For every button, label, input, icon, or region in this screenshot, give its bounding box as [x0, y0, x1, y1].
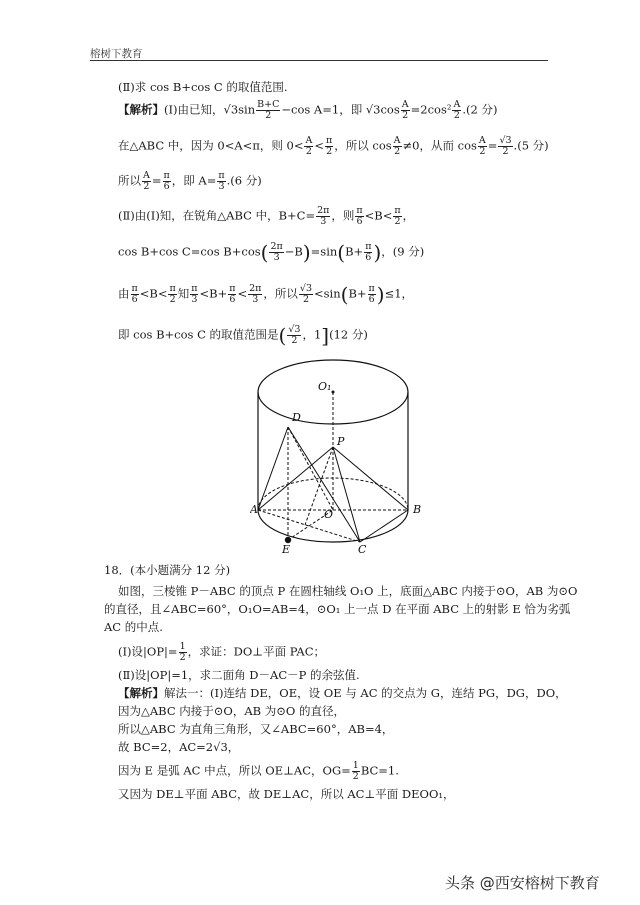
bracket-open: (	[278, 323, 287, 348]
denominator: 2	[352, 771, 359, 782]
text-seg: =	[151, 173, 162, 188]
text-seg: (Ⅰ)由已知，√3sin	[164, 102, 256, 117]
text-seg: =sin	[310, 244, 338, 259]
fraction	[355, 206, 363, 227]
segment-BC	[360, 510, 408, 542]
text-seg: ，	[402, 208, 415, 223]
denominator: 2	[479, 146, 486, 157]
denominator: 2	[394, 216, 401, 227]
q18-sol-line-4: 故 BC=2，AC=2√3，	[118, 740, 240, 754]
denominator: 2	[394, 146, 401, 157]
text-seg: 所以	[118, 173, 141, 188]
text-seg: −cos A=1，即 √3cos	[281, 102, 400, 117]
fraction	[131, 284, 139, 305]
q18-subq-2: (Ⅱ)设|OP|=1，求二面角 D－AC－P 的余弦值.	[118, 668, 360, 682]
numerator: π	[218, 170, 225, 181]
label-P: P	[337, 435, 345, 448]
denominator: 2	[291, 335, 298, 346]
segment-PC	[333, 447, 360, 542]
denominator: 2	[265, 110, 272, 121]
text-seg: (Ⅱ)由(Ⅰ)知，在锐角△ABC 中，B+C=	[118, 208, 316, 223]
text-seg: =2cos²	[410, 102, 452, 117]
q18-sol-line-3: 所以△ABC 为直角三角形，又∠ABC=60°，AB=4，	[118, 722, 394, 736]
fraction	[228, 284, 236, 305]
text-seg: B+	[348, 286, 367, 301]
numerator: B+C	[257, 99, 280, 110]
fraction	[452, 100, 461, 121]
q18-sol-line-2: 因为△ABC 内接于⊙O，AB 为⊙O 的直径，	[118, 704, 345, 718]
denominator: 3	[252, 294, 259, 305]
fraction	[393, 136, 402, 157]
denominator: 6	[368, 294, 375, 305]
fraction	[478, 136, 487, 157]
q18-para-3: AC 的中点.	[104, 620, 163, 634]
text-seg: ≤1，	[384, 286, 414, 301]
fraction	[179, 642, 187, 663]
numerator: A	[305, 135, 313, 146]
denominator: 2	[302, 294, 309, 305]
numerator: π	[394, 205, 401, 216]
solution-line-6	[118, 284, 413, 305]
text-seg: −B	[284, 244, 303, 259]
numerator: 1	[179, 641, 186, 652]
fraction	[368, 284, 376, 305]
paren-close: )	[376, 282, 385, 307]
fraction	[142, 171, 151, 192]
fraction	[287, 325, 301, 346]
text-seg: ，所以	[263, 286, 298, 301]
watermark: 头条 @西安榕树下教育	[445, 874, 600, 892]
numerator: π	[163, 170, 170, 181]
numerator: 2π	[270, 241, 283, 252]
text-seg: (Ⅰ)设|OP|=	[118, 644, 178, 659]
fraction	[163, 171, 171, 192]
label-E: E	[282, 543, 291, 555]
numerator: π	[191, 283, 198, 294]
fraction	[248, 284, 262, 305]
q18-sol-line-5	[118, 761, 399, 782]
numerator: π	[365, 241, 372, 252]
fraction	[352, 761, 360, 782]
text-seg: ≠0，从而 cos	[402, 138, 477, 153]
denominator: 3	[218, 181, 225, 192]
solution-line-4	[118, 206, 414, 227]
denominator: 6	[229, 294, 236, 305]
brand-name: 榕树下教育	[90, 48, 143, 60]
paren-open: (	[260, 240, 269, 265]
numerator: 2π	[249, 283, 262, 294]
fraction	[269, 242, 283, 263]
label-O: O	[324, 508, 334, 521]
cylinder-figure	[250, 355, 430, 555]
score: .(5 分)	[513, 138, 549, 153]
fraction	[304, 136, 313, 157]
numerator: √3	[499, 135, 512, 146]
text-seg: ，求证：DO⊥平面 PAC；	[187, 644, 326, 659]
text-seg: 即 cos B+cos C 的取值范围是	[118, 327, 279, 342]
q18-subq-1	[118, 642, 325, 663]
numerator: π	[229, 283, 236, 294]
text-seg: ，则	[331, 208, 355, 223]
solution-line-1	[118, 100, 497, 121]
text-seg: BC=1.	[360, 763, 399, 778]
bracket-close: ]	[321, 323, 330, 348]
paren-open: (	[340, 282, 349, 307]
text-seg: <sin	[314, 286, 341, 301]
text-seg: =	[487, 138, 498, 153]
score: ，(9 分)	[381, 244, 425, 259]
denominator: 2	[179, 652, 186, 663]
solution-line-7	[118, 325, 368, 346]
solution-tag: 【解析】	[118, 686, 164, 700]
fraction	[256, 100, 280, 121]
page-header	[90, 46, 548, 61]
numerator: π	[368, 283, 375, 294]
fraction	[325, 136, 333, 157]
numerator: 1	[352, 760, 359, 771]
numerator: π	[169, 283, 176, 294]
score: (12 分)	[329, 327, 368, 342]
text-seg: <B<	[364, 208, 393, 223]
segment-PB	[333, 447, 408, 510]
denominator: 6	[163, 181, 170, 192]
numerator: A	[143, 170, 150, 181]
numerator: A	[393, 135, 401, 146]
paren-close: )	[302, 240, 311, 265]
q18-sol-line-6: 又因为 DE⊥平面 ABC，故 DE⊥AC，所以 AC⊥平面 DEOO₁，	[118, 787, 455, 801]
fraction	[316, 206, 330, 227]
score: .(6 分)	[226, 173, 262, 188]
text-seg: <	[314, 138, 324, 153]
numerator: π	[356, 205, 363, 216]
text-seg: ，即 A=	[171, 173, 217, 188]
label-B: B	[413, 503, 422, 516]
score: .(2 分)	[462, 102, 498, 117]
fraction	[498, 136, 512, 157]
text-seg: cos B+cos C=cos B+cos	[118, 244, 261, 259]
point-O1	[332, 391, 335, 394]
numerator: √3	[288, 324, 301, 335]
fraction	[393, 206, 401, 227]
denominator: 6	[356, 216, 363, 227]
solution-line-2	[118, 136, 549, 157]
text-seg: 由	[118, 286, 130, 301]
label-D: D	[292, 411, 301, 424]
label-O1: O₁	[318, 380, 332, 393]
text-seg: B+	[345, 244, 364, 259]
label-C: C	[358, 543, 367, 555]
denominator: 2	[453, 110, 460, 121]
fraction	[217, 171, 225, 192]
denominator: 3	[273, 252, 280, 263]
label-A: A	[250, 503, 258, 516]
fraction	[299, 284, 313, 305]
paren-open: (	[337, 240, 346, 265]
denominator: 2	[326, 146, 333, 157]
paren-close: )	[373, 240, 382, 265]
text-seg: <B<	[139, 286, 168, 301]
text-seg: 在△ABC 中，因为 0<A<π，则 0<	[118, 138, 304, 153]
text-seg: ，所以 cos	[334, 138, 392, 153]
text-seg: 解法一：(Ⅰ)连结 DE，OE，设 OE 与 AC 的交点为 G，连结 PG，DG，DO，	[164, 686, 567, 700]
denominator: 2	[143, 181, 150, 192]
numerator: A	[401, 99, 409, 110]
q18-sol-line-1	[118, 686, 567, 700]
q18-para-1: 如图，三棱锥 P－ABC 的顶点 P 在圆柱轴线 O₁O 上，底面△ABC 内接于⊙O，AB 为⊙O	[118, 584, 578, 598]
solution-line-3	[118, 171, 262, 192]
fraction	[401, 100, 410, 121]
denominator: 2	[169, 294, 176, 305]
fraction	[190, 284, 198, 305]
denominator: 3	[191, 294, 198, 305]
text-seg: <	[237, 286, 248, 301]
numerator: √3	[299, 283, 313, 294]
denominator: 6	[365, 252, 372, 263]
solution-tag: 【解析】	[118, 102, 164, 117]
denominator: 3	[320, 216, 327, 227]
fraction	[168, 284, 176, 305]
numerator: π	[326, 135, 333, 146]
denominator: 2	[502, 146, 509, 157]
q18-para-2: 的直径，且∠ABC=60°，O₁O=AB=4，⊙O₁ 上一点 D 在平面 ABC 上的射影 E 恰为劣弧	[104, 602, 571, 616]
text-seg: 因为 E 是弧 AC 中点，所以 OE⊥AC，OG=	[118, 763, 351, 778]
denominator: 2	[402, 110, 409, 121]
text-seg: <B+	[199, 286, 228, 301]
denominator: 2	[305, 146, 312, 157]
numerator: A	[453, 99, 461, 110]
numerator: 2π	[317, 205, 330, 216]
segment-DO	[288, 427, 333, 510]
fraction	[364, 242, 372, 263]
text-seg: ，1	[302, 327, 322, 342]
text-seg: 知	[177, 286, 190, 301]
question-part2: (Ⅱ)求 cos B+cos C 的取值范围.	[118, 80, 288, 94]
segment-DC	[288, 427, 360, 542]
numerator: π	[131, 283, 138, 294]
denominator: 6	[131, 294, 138, 305]
numerator: A	[478, 135, 486, 146]
q18-heading: 18．(本小题满分 12 分)	[104, 563, 231, 577]
solution-line-5	[118, 242, 424, 263]
